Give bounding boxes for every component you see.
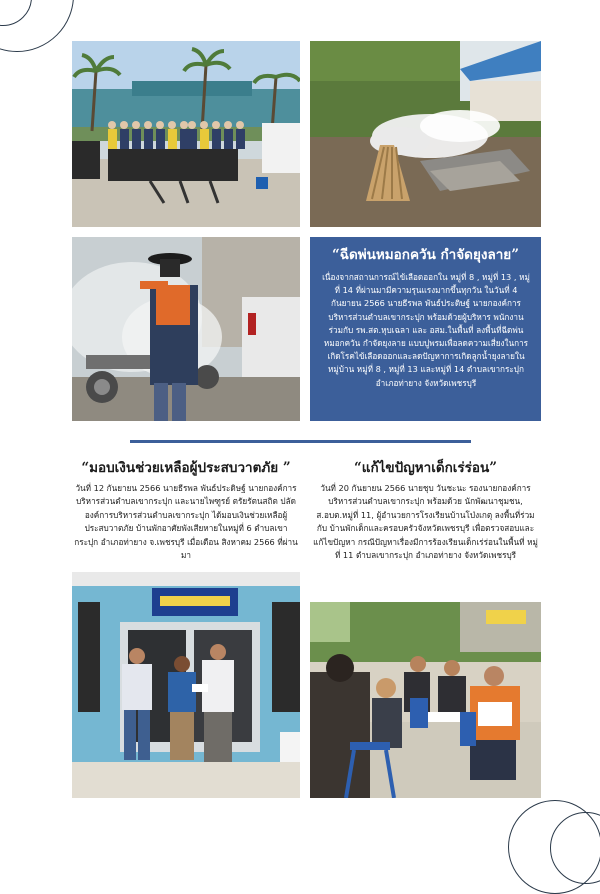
spray-article-body: เนื่องจากสถานการณ์ไข้เลือดออกใน หมู่ที่ 8 , หมู่ที่ 13 , หมู่ที่ 14 ที่ผ่านมามีความรุนแรงมากขึ้นทุกวัน ในวันที่ 4 กันยายน 2566 นายธีรพล พันธ์ประดิษฐ์ นายกองค์การบริหารส่วนตำบลเขากระปุก พร้อมด้วยผู้บริหาร พนักงาน ร่วมกับ รพ.สต.หุบเฉลา และ อสม.ในพื้นที่ ลงพื้นที่ฉีดพ่นหมอกควัน กำจัดยุงลาย แบบปูพรมเพื่อลดความเสี่ยงในการเกิดโรคไข้เลือดออกและลดปัญหาการเกิดลูกน้ำยุงลายในหมู่บ้าน หมู่ที่ 8 , หมู่ที่ 13 และหมู่ที่ 14 ตำบลเขากระปุก อำเภอท่ายาง จังหวัดเพชรบุรี [322, 272, 530, 388]
fogging-photo [72, 237, 300, 421]
youth-article-body: วันที่ 20 กันยายน 2566 นายชุบ วันชะนะ รองนายกองค์การบริหารส่วนตำบลเขากระปุก พร้อมด้วย นักพัฒนาชุมชน, ส.อบต.หมู่ที่ 11, ผู้อำนวยการโรงเรียนบ้านโป่งเกตุ ลงพื้นที่ร่วมกับ บ้านพักเด็กและครอบครัวจังหวัดเพชรบุรี เพื่อตรวจสอบและแก้ไขปัญหา กรณีปัญหาเรื่องมีการร้องเรียนเด็กเร่ร่อนในพื้นที่ หมู่ที่ 11 ตำบลเขากระปุก อำเภอท่ายาง จังหวัดเพชรบุรี [313, 483, 538, 561]
disaster-article-body: วันที่ 12 กันยายน 2566 นายธีรพล พันธ์ประดิษฐ์ นายกองค์การบริหารส่วนตำบลเขากระปุก และนายไพฑูรย์ ตรัยรัตนสถิต ปลัดองค์การบริหารส่วนตำบลเขากระปุก ได้มอบเงินช่วยเหลือผู้ประสบวาตภัย บ้านพักอาศัยพังเสียหายในหมู่ที่ 6 ตำบลเขากระปุก อำเภอท่ายาง จ.เพชรบุรี เมื่อเดือน สิงหาคม 2566 ที่ผ่านมา [74, 483, 298, 561]
disaster-article-title: “มอบเงินช่วยเหลือผู้ประสบวาตภัย ” [81, 460, 291, 476]
meeting-photo [310, 602, 541, 798]
youth-article-title: “แก้ไขปัญหาเด็กเร่ร่อน” [354, 460, 497, 476]
burning-photo [310, 41, 541, 227]
spray-article-title: “ฉีดพ่นหมอกควัน กำจัดยุงลาย” [332, 247, 519, 263]
section-divider [130, 440, 471, 443]
group-photo [72, 41, 300, 227]
handover-photo [72, 572, 300, 798]
spray-article-box [310, 237, 541, 421]
